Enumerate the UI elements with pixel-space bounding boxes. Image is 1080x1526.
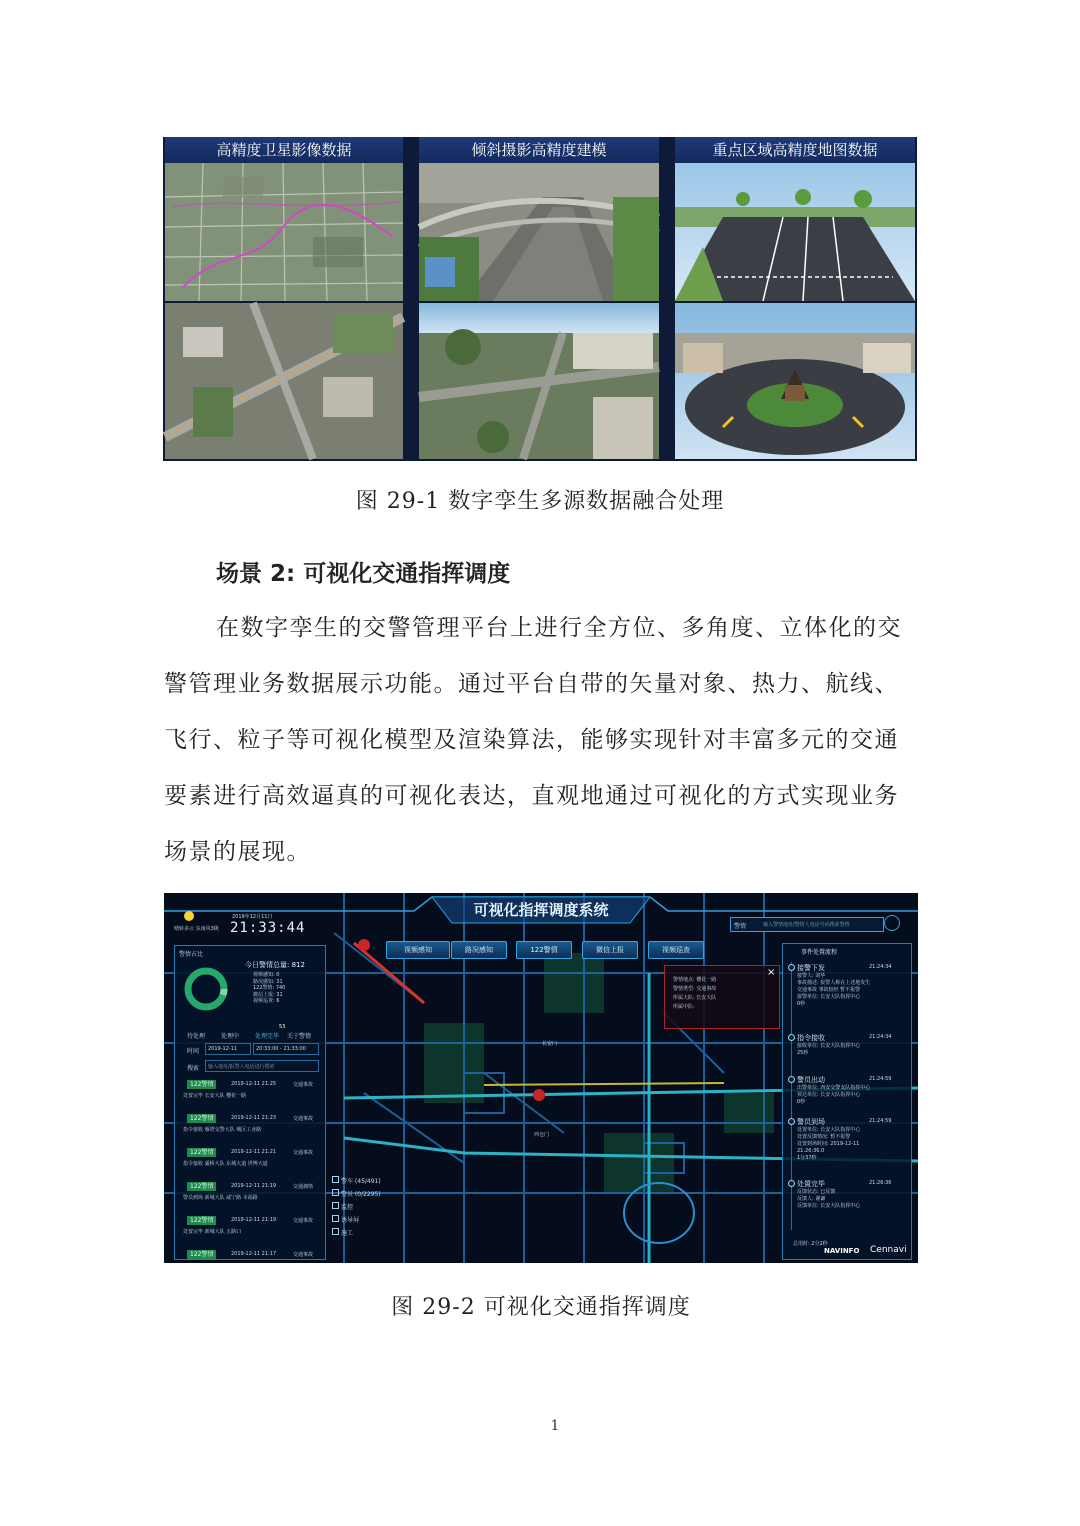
nav-button-wechat[interactable]: 微信上报 bbox=[582, 941, 638, 959]
step-detail: 出警单位: 西安交警支队指挥中心 bbox=[797, 1085, 871, 1091]
list-item[interactable] bbox=[175, 1112, 325, 1144]
sun-icon bbox=[184, 911, 194, 921]
step-title: 接警下发 bbox=[797, 964, 825, 972]
step-duration: 25秒 bbox=[797, 1050, 809, 1056]
close-icon[interactable]: × bbox=[767, 967, 776, 978]
checkbox-icon[interactable] bbox=[332, 1176, 339, 1183]
incident-time: 2019-12-11 21:19 bbox=[231, 1217, 277, 1223]
paragraph-line: 要素进行高效逼真的可视化表达，直观地通过可视化的方式实现业务 bbox=[164, 783, 899, 809]
tab-processing[interactable]: 处理中 bbox=[221, 1033, 240, 1040]
clock-display: 21:33:44 bbox=[230, 920, 306, 936]
layer-cameras[interactable]: 监控 bbox=[332, 1202, 353, 1211]
incident-search-placeholder: 输入地址/报警人电话进行搜索 bbox=[208, 1064, 275, 1070]
tab-pending[interactable]: 待处理 bbox=[187, 1033, 206, 1040]
search-icon[interactable] bbox=[884, 915, 900, 931]
step-dot-icon bbox=[788, 1180, 795, 1187]
figure-data-fusion bbox=[163, 137, 917, 461]
incident-detail: 指令接收 雁塔交警大队 城区工业路 bbox=[183, 1127, 262, 1133]
nav-button-traffic[interactable]: 路况感知 bbox=[451, 941, 507, 959]
section-heading: 场景 2: 可视化交通指挥调度 bbox=[216, 561, 511, 587]
step-details bbox=[797, 1189, 860, 1210]
nav-button-patrol[interactable]: 视频巡查 bbox=[648, 941, 704, 959]
page-number: 1 bbox=[550, 1418, 560, 1434]
checkbox-icon[interactable] bbox=[332, 1202, 339, 1209]
step-detail: 反馈状态: 已反馈 bbox=[797, 1189, 836, 1195]
step-detail: 处置到场时间: 2019-12-11 bbox=[797, 1141, 860, 1147]
oblique-model-panel bbox=[419, 163, 659, 301]
incident-type: 交通事故 bbox=[293, 1082, 314, 1088]
date-value: 2019-12-11 bbox=[208, 1046, 238, 1052]
layer-officers[interactable]: 警员 (0/2295) bbox=[332, 1189, 381, 1198]
step-detail: 接警人: 刘华 bbox=[797, 973, 826, 979]
step-duration: 0秒 bbox=[797, 1001, 806, 1007]
legend-item: 122警情: 740 bbox=[253, 985, 286, 991]
system-title: 可视化指挥调度系统 bbox=[473, 901, 609, 919]
satellite-image-panel bbox=[165, 163, 403, 301]
step-title: 指令接收 bbox=[797, 1034, 825, 1042]
tab-badge: 53 bbox=[279, 1024, 286, 1030]
step-title: 处置完毕 bbox=[797, 1180, 825, 1188]
incident-tag: 122警情 bbox=[187, 1114, 216, 1123]
step-detail: 处置单位: 长安大队指挥中心 bbox=[797, 1127, 861, 1133]
legend-item: 微信上报: 31 bbox=[253, 991, 283, 998]
list-item[interactable] bbox=[175, 1248, 325, 1260]
incident-detail: 处置完毕 新城大队 五路口 bbox=[183, 1229, 242, 1235]
tab-about[interactable]: 关于警情 bbox=[287, 1033, 312, 1040]
step-detail: 反馈单位: 长安大队指挥中心 bbox=[797, 1203, 861, 1209]
step-time: 21:24:34 bbox=[869, 964, 892, 970]
incident-tag: 122警情 bbox=[187, 1182, 216, 1191]
layer-toggles bbox=[332, 1176, 392, 1240]
step-title: 警员出动 bbox=[797, 1076, 825, 1084]
paragraph-line: 飞行、粒子等可视化模型及渲染算法，能够实现针对丰富多元的交通 bbox=[164, 727, 899, 753]
popup-details bbox=[673, 976, 716, 1012]
list-item[interactable] bbox=[175, 1214, 325, 1246]
incident-type: 交通事故 bbox=[293, 1252, 314, 1258]
total-label: 今日警情总量: 812 bbox=[245, 961, 305, 969]
step-detail: 预达单位: 长安大队指挥中心 bbox=[797, 1092, 861, 1098]
satellite-closeup-panel bbox=[165, 303, 403, 459]
status-tabs bbox=[175, 1024, 325, 1040]
search-input[interactable] bbox=[730, 917, 884, 932]
paragraph-line: 场景的展现。 bbox=[164, 839, 311, 865]
search-select[interactable]: 警情 bbox=[734, 923, 747, 930]
incident-type: 交通事故 bbox=[293, 1150, 314, 1156]
step-details bbox=[797, 1085, 870, 1106]
panel-title-oblique: 倾斜摄影高精度建模 bbox=[419, 137, 659, 163]
ratio-donut bbox=[181, 964, 231, 1014]
weather-text: 晴转多云 东南风3级 bbox=[174, 926, 219, 932]
paragraph-line: 警管理业务数据展示功能。通过平台自带的矢量对象、热力、航线、 bbox=[164, 671, 899, 697]
step-dot-icon bbox=[788, 1034, 795, 1041]
step-detail: 处置反馈情况: 暂不报警 bbox=[797, 1134, 851, 1140]
incident-popup[interactable] bbox=[664, 965, 780, 1029]
incident-tag: 122警情 bbox=[187, 1250, 216, 1259]
list-item[interactable] bbox=[175, 1180, 325, 1212]
layer-construction[interactable]: 施工 bbox=[332, 1228, 353, 1237]
incident-tag: 122警情 bbox=[187, 1216, 216, 1225]
incident-tag: 122警情 bbox=[187, 1080, 216, 1089]
paragraph-line: 在数字孪生的交警管理平台上进行全方位、多角度、立体化的交 bbox=[216, 615, 902, 641]
panel-header: 事件处置流程 bbox=[801, 949, 838, 956]
step-dot-icon bbox=[788, 964, 795, 971]
map-label: 西仓门 bbox=[534, 1132, 550, 1138]
step-details bbox=[797, 1127, 860, 1162]
step-detail: 接收单位: 长安大队指挥中心 bbox=[797, 1043, 861, 1049]
panel-title-hd-map: 重点区域高精度地图数据 bbox=[675, 137, 915, 163]
search-placeholder: 输入警情地址/警情人电话号码搜索警情 bbox=[763, 922, 850, 928]
dispatch-dashboard-figure bbox=[164, 893, 918, 1263]
step-time: 21:26:36 bbox=[869, 1180, 892, 1186]
list-item[interactable] bbox=[175, 1078, 325, 1110]
incident-panel bbox=[174, 945, 326, 1260]
nav-button-122[interactable]: 122警情 bbox=[516, 941, 572, 959]
legend-item: 路况感知: 31 bbox=[253, 978, 283, 985]
incident-tag: 122警情 bbox=[187, 1148, 216, 1157]
layer-police-cars[interactable]: 警车 (45/491) bbox=[332, 1176, 381, 1185]
step-detail: 反馈人: 谢谦 bbox=[797, 1196, 826, 1202]
incident-detail: 警员到场 新城大队 咸宁路 幸福路 bbox=[183, 1195, 258, 1201]
step-detail: 交通事故 事故较轻 暂不报警 bbox=[797, 987, 861, 993]
step-detail: 接警单位: 长安大队指挥中心 bbox=[797, 994, 861, 1000]
cennavi-logo: Cennavi bbox=[870, 1245, 907, 1255]
incident-search-input[interactable] bbox=[205, 1060, 319, 1072]
total-duration: 总用时: 2分2秒 bbox=[793, 1241, 828, 1247]
popup-line: 警情类型: 交通事故 bbox=[673, 986, 717, 992]
step-details bbox=[797, 1043, 860, 1057]
incident-time: 2019-12-11 21:25 bbox=[231, 1081, 277, 1087]
event-process-panel bbox=[782, 943, 912, 1260]
incident-type: 交通拥堵 bbox=[293, 1184, 314, 1190]
figure1-imagery bbox=[163, 137, 917, 461]
step-duration: 1分37秒 bbox=[797, 1155, 817, 1161]
incident-detail: 指令接收 灞桥大队 东城大道 世博大道 bbox=[183, 1161, 268, 1167]
incident-type: 交通事故 bbox=[293, 1116, 314, 1122]
tab-done[interactable]: 处理完毕 bbox=[255, 1033, 280, 1040]
time-label: 时间 bbox=[187, 1048, 200, 1055]
incident-time: 2019-12-11 21:17 bbox=[231, 1251, 277, 1257]
checkbox-icon[interactable] bbox=[332, 1189, 339, 1196]
roundabout-3d-panel bbox=[675, 303, 915, 459]
step-time: 21:24:59 bbox=[869, 1076, 892, 1082]
nav-button-video[interactable]: 视频感知 bbox=[386, 941, 450, 959]
legend-list bbox=[253, 972, 285, 1005]
list-item[interactable] bbox=[175, 1146, 325, 1178]
incident-time: 2019-12-11 21:21 bbox=[231, 1149, 277, 1155]
oblique-closeup-panel bbox=[419, 303, 659, 459]
step-title: 警员到场 bbox=[797, 1118, 825, 1126]
incident-detail: 处置完毕 长安大队 樱花一路 bbox=[183, 1093, 247, 1099]
date-text: 2019年12月11日 bbox=[232, 914, 273, 920]
legend-item: 视频感知: 0 bbox=[253, 972, 280, 978]
step-dot-icon bbox=[788, 1076, 795, 1083]
step-duration: 0秒 bbox=[797, 1099, 806, 1105]
map-label: 长安门 bbox=[542, 1041, 558, 1047]
step-details bbox=[797, 973, 870, 1008]
navinfo-logo: NAVINFO bbox=[824, 1247, 860, 1255]
hd-map-panel bbox=[675, 163, 915, 301]
legend-item: 视频巡查: 6 bbox=[253, 998, 280, 1004]
body-paragraph bbox=[164, 600, 924, 880]
panel-header: 警情占比 bbox=[179, 951, 204, 958]
figure1-caption: 图 29-1 数字孪生多源数据融合处理 bbox=[355, 489, 725, 514]
step-time: 21:24:59 bbox=[869, 1118, 892, 1124]
search-label: 搜索 bbox=[187, 1065, 200, 1072]
step-time: 21:24:34 bbox=[869, 1034, 892, 1040]
step-detail: 事故描述: 报警人称在上述地发生 bbox=[797, 980, 871, 986]
checkbox-icon[interactable] bbox=[332, 1228, 339, 1235]
step-detail: 21:26:36.0 bbox=[797, 1148, 825, 1154]
checkbox-icon[interactable] bbox=[332, 1215, 339, 1222]
incident-time: 2019-12-11 21:19 bbox=[231, 1183, 277, 1189]
date-field[interactable] bbox=[205, 1043, 251, 1055]
incident-time: 2019-12-11 21:23 bbox=[231, 1115, 277, 1121]
timeline-line bbox=[791, 962, 792, 1230]
popup-line: 所属大队: 长安大队 bbox=[673, 995, 717, 1001]
panel-title-satellite: 高精度卫星影像数据 bbox=[165, 137, 403, 163]
time-range-value: 20:33:00 - 21:33:00 bbox=[256, 1046, 306, 1052]
time-range-field[interactable] bbox=[253, 1043, 319, 1055]
incident-type: 交通事故 bbox=[293, 1218, 314, 1224]
step-dot-icon bbox=[788, 1118, 795, 1125]
layer-guidance-screens[interactable]: 诱导屏 bbox=[332, 1215, 359, 1224]
figure2-caption: 图 29-2 可视化交通指挥调度 bbox=[391, 1295, 691, 1320]
popup-line: 所属中队: bbox=[673, 1004, 695, 1010]
popup-line: 警情地点: 樱花一路 bbox=[673, 977, 717, 983]
